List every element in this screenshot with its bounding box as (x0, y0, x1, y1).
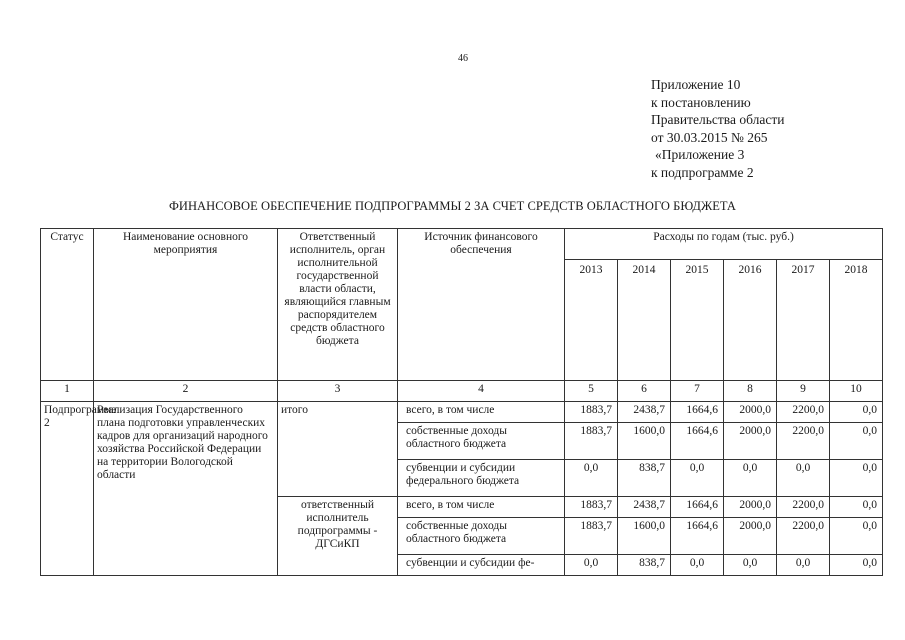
column-number: 9 (777, 381, 830, 402)
status-cell: Подпрограмма 2 (41, 402, 94, 576)
header-year: 2016 (724, 260, 777, 381)
value-cell: 1883,7 (565, 402, 618, 423)
value-cell: 1664,6 (671, 423, 724, 460)
value-cell: 2200,0 (777, 518, 830, 555)
column-number: 3 (278, 381, 398, 402)
value-cell: 0,0 (777, 460, 830, 497)
column-number: 2 (94, 381, 278, 402)
value-cell: 0,0 (724, 555, 777, 576)
column-number: 1 (41, 381, 94, 402)
table-row (41, 402, 883, 423)
header-responsible: Ответственный исполнитель, орган исполнительной государственной власти области, являющийся главным распорядителем средств областного бюджета (278, 229, 398, 381)
value-cell: 2438,7 (618, 497, 671, 518)
value-cell: 0,0 (830, 402, 883, 423)
value-cell: 0,0 (671, 460, 724, 497)
document-title: ФИНАНСОВОЕ ОБЕСПЕЧЕНИЕ ПОДПРОГРАММЫ 2 ЗА СЧЕТ СРЕДСТВ ОБЛАСТНОГО БЮДЖЕТА (168, 199, 737, 213)
header-year: 2013 (565, 260, 618, 381)
header-status: Статус (41, 229, 94, 381)
value-cell: 0,0 (565, 555, 618, 576)
value-cell: 0,0 (830, 555, 883, 576)
value-cell: 1883,7 (565, 423, 618, 460)
column-number: 7 (671, 381, 724, 402)
header-year: 2018 (830, 260, 883, 381)
appendix-line: Приложение 10 (651, 77, 741, 92)
value-cell: 1883,7 (565, 497, 618, 518)
appendix-line: к постановлению (651, 94, 751, 110)
appendix-line: от 30.03.2015 № 265 (651, 129, 768, 145)
value-cell: 838,7 (618, 555, 671, 576)
appendix-reference (651, 76, 891, 182)
header-measure-name: Наименование основного мероприятия (94, 229, 278, 381)
header-year: 2014 (618, 260, 671, 381)
value-cell: 2200,0 (777, 423, 830, 460)
source-cell: субвенции и субсидии фе- (398, 555, 565, 576)
appendix-line: Правительства области (651, 112, 785, 128)
value-cell: 1664,6 (671, 518, 724, 555)
value-cell: 1883,7 (565, 518, 618, 555)
column-number: 8 (724, 381, 777, 402)
value-cell: 1600,0 (618, 518, 671, 555)
appendix-line: «Приложение 3 (655, 147, 745, 163)
responsible-cell: итого (278, 402, 398, 497)
value-cell: 1600,0 (618, 423, 671, 460)
page-number: 46 (458, 53, 468, 64)
measure-name-cell: Реализация Государственного плана подготовки управленческих кадров для организаций народного хозяйства Российской Федерации на территории Вологодской области (94, 402, 278, 576)
value-cell: 2200,0 (777, 497, 830, 518)
header-source: Источник финансового обеспечения (398, 229, 565, 381)
value-cell: 2000,0 (724, 518, 777, 555)
value-cell: 0,0 (777, 555, 830, 576)
value-cell: 2000,0 (724, 402, 777, 423)
responsible-cell: ответственный исполнитель подпрограммы - ДГСиКП (278, 497, 398, 576)
value-cell: 2000,0 (724, 497, 777, 518)
header-year: 2017 (777, 260, 830, 381)
source-cell: всего, в том числе (398, 402, 565, 423)
header-row (41, 229, 883, 260)
value-cell: 0,0 (830, 460, 883, 497)
value-cell: 0,0 (565, 460, 618, 497)
header-year: 2015 (671, 260, 724, 381)
value-cell: 0,0 (830, 518, 883, 555)
source-cell: субвенции и субсидии федерального бюджета (398, 460, 565, 497)
value-cell: 0,0 (830, 497, 883, 518)
budget-table (40, 228, 883, 576)
value-cell: 2000,0 (724, 423, 777, 460)
column-number: 6 (618, 381, 671, 402)
value-cell: 0,0 (671, 555, 724, 576)
header-expenses: Расходы по годам (тыс. руб.) (565, 229, 883, 260)
column-number: 10 (830, 381, 883, 402)
source-cell: собственные доходы областного бюджета (398, 423, 565, 460)
appendix-line: к подпрограмме 2 (651, 164, 754, 180)
value-cell: 0,0 (724, 460, 777, 497)
value-cell: 2438,7 (618, 402, 671, 423)
column-number: 4 (398, 381, 565, 402)
source-cell: всего, в том числе (398, 497, 565, 518)
value-cell: 2200,0 (777, 402, 830, 423)
value-cell: 1664,6 (671, 402, 724, 423)
source-cell: собственные доходы областного бюджета (398, 518, 565, 555)
value-cell: 838,7 (618, 460, 671, 497)
column-numbers-row (41, 381, 883, 402)
value-cell: 0,0 (830, 423, 883, 460)
value-cell: 1664,6 (671, 497, 724, 518)
column-number: 5 (565, 381, 618, 402)
